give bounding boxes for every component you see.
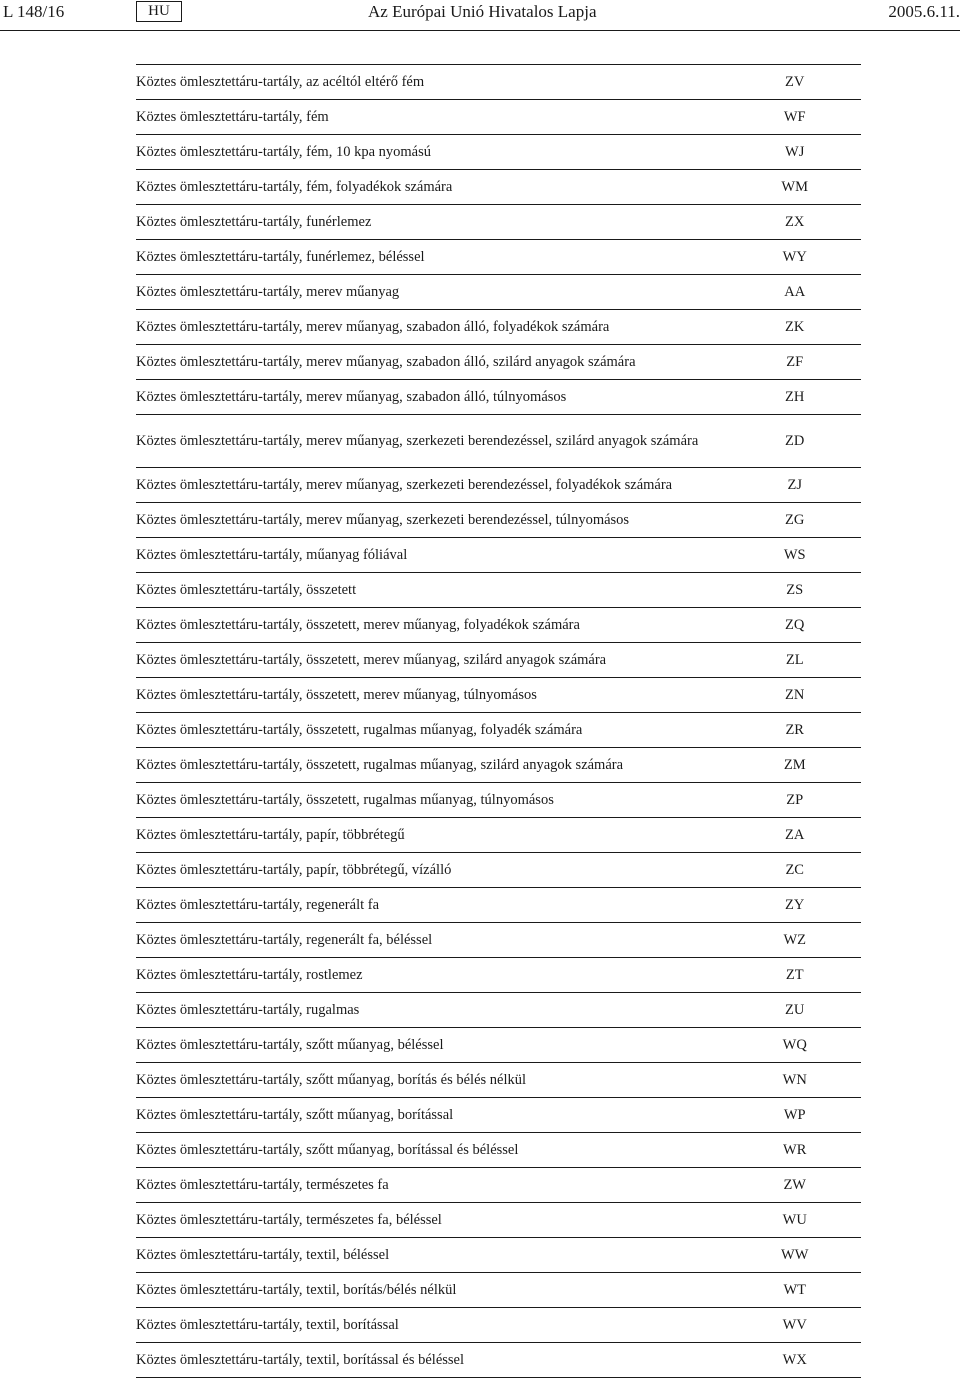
container-code: ZQ (714, 608, 861, 643)
table-row (136, 1133, 861, 1168)
container-description: Köztes ömlesztettáru-tartály, rostlemez (136, 958, 714, 993)
table-row (136, 818, 861, 853)
container-description: Köztes ömlesztettáru-tartály, szőtt műanyag, béléssel (136, 1028, 714, 1063)
container-description: Köztes ömlesztettáru-tartály, merev műanyag, szerkezeti berendezéssel, túlnyomásos (136, 503, 714, 538)
container-code: WM (714, 170, 861, 205)
container-description: Köztes ömlesztettáru-tartály, szőtt műanyag, borítással és béléssel (136, 1133, 714, 1168)
table-row (136, 65, 861, 100)
container-description: Köztes ömlesztettáru-tartály, merev műanyag, szabadon álló, túlnyomásos (136, 380, 714, 415)
container-code: ZJ (714, 468, 861, 503)
table-row (136, 380, 861, 415)
container-code: ZC (714, 853, 861, 888)
table-row (136, 205, 861, 240)
table-row (136, 468, 861, 503)
page-reference: L 148/16 (3, 2, 65, 21)
page-header (0, 0, 960, 32)
table-row (136, 310, 861, 345)
table-row (136, 888, 861, 923)
container-code: AA (714, 275, 861, 310)
container-code: WN (714, 1063, 861, 1098)
container-description: Köztes ömlesztettáru-tartály, összetett, merev műanyag, szilárd anyagok számára (136, 643, 714, 678)
container-description: Köztes ömlesztettáru-tartály, textil, béléssel (136, 1238, 714, 1273)
container-description: Köztes ömlesztettáru-tartály, összetett, merev műanyag, túlnyomásos (136, 678, 714, 713)
container-description: Köztes ömlesztettáru-tartály, természetes fa, béléssel (136, 1203, 714, 1238)
container-code: ZX (714, 205, 861, 240)
container-description: Köztes ömlesztettáru-tartály, regenerált fa, béléssel (136, 923, 714, 958)
container-description: Köztes ömlesztettáru-tartály, fém, folyadékok számára (136, 170, 714, 205)
container-description: Köztes ömlesztettáru-tartály, merev műanyag (136, 275, 714, 310)
container-code: ZT (714, 958, 861, 993)
table-row (136, 1028, 861, 1063)
container-description: Köztes ömlesztettáru-tartály, összetett, merev műanyag, folyadékok számára (136, 608, 714, 643)
container-code: ZP (714, 783, 861, 818)
container-description: Köztes ömlesztettáru-tartály, textil, borítás/bélés nélkül (136, 1273, 714, 1308)
container-code: WQ (714, 1028, 861, 1063)
publication-date: 2005.6.11. (888, 2, 960, 21)
table-row (136, 1203, 861, 1238)
container-description: Köztes ömlesztettáru-tartály, merev műanyag, szabadon álló, szilárd anyagok számára (136, 345, 714, 380)
table-row (136, 853, 861, 888)
header-divider (0, 30, 960, 31)
table-row (136, 958, 861, 993)
container-code: WT (714, 1273, 861, 1308)
table-row (136, 275, 861, 310)
container-code: ZY (714, 888, 861, 923)
container-description: Köztes ömlesztettáru-tartály, merev műanyag, szabadon álló, folyadékok számára (136, 310, 714, 345)
table-row (136, 538, 861, 573)
container-description: Köztes ömlesztettáru-tartály, papír, többrétegű (136, 818, 714, 853)
language-badge: HU (136, 1, 182, 22)
container-code: WJ (714, 135, 861, 170)
container-description: Köztes ömlesztettáru-tartály, az acéltól eltérő fém (136, 65, 714, 100)
code-table-body (136, 65, 861, 1378)
container-description: Köztes ömlesztettáru-tartály, összetett, rugalmas műanyag, folyadék számára (136, 713, 714, 748)
container-code: WV (714, 1308, 861, 1343)
container-description: Köztes ömlesztettáru-tartály, szőtt műanyag, borítással (136, 1098, 714, 1133)
container-description: Köztes ömlesztettáru-tartály, rugalmas (136, 993, 714, 1028)
container-description: Köztes ömlesztettáru-tartály, merev műanyag, szerkezeti berendezéssel, folyadékok számára (136, 468, 714, 503)
container-code: WZ (714, 923, 861, 958)
table-row (136, 1343, 861, 1378)
table-row (136, 713, 861, 748)
table-row (136, 923, 861, 958)
table-row (136, 1238, 861, 1273)
container-description: Köztes ömlesztettáru-tartály, természetes fa (136, 1168, 714, 1203)
container-code: ZG (714, 503, 861, 538)
container-code: WS (714, 538, 861, 573)
table-row (136, 503, 861, 538)
container-code-table (136, 64, 861, 1378)
container-code: WR (714, 1133, 861, 1168)
container-description: Köztes ömlesztettáru-tartály, funérlemez (136, 205, 714, 240)
table-row (136, 100, 861, 135)
container-description: Köztes ömlesztettáru-tartály, fém (136, 100, 714, 135)
table-row (136, 678, 861, 713)
container-description: Köztes ömlesztettáru-tartály, összetett, rugalmas műanyag, túlnyomásos (136, 783, 714, 818)
container-code: WX (714, 1343, 861, 1378)
table-row (136, 1308, 861, 1343)
table-row (136, 345, 861, 380)
container-code: ZV (714, 65, 861, 100)
table-row (136, 1168, 861, 1203)
container-code: WP (714, 1098, 861, 1133)
container-code: ZA (714, 818, 861, 853)
container-code: ZM (714, 748, 861, 783)
container-description: Köztes ömlesztettáru-tartály, funérlemez, béléssel (136, 240, 714, 275)
container-code: ZW (714, 1168, 861, 1203)
container-description: Köztes ömlesztettáru-tartály, szőtt műanyag, borítás és bélés nélkül (136, 1063, 714, 1098)
table-row (136, 643, 861, 678)
journal-title: Az Európai Unió Hivatalos Lapja (368, 2, 597, 21)
table-row (136, 170, 861, 205)
container-description: Köztes ömlesztettáru-tartály, műanyag fóliával (136, 538, 714, 573)
table-row (136, 1098, 861, 1133)
table-row (136, 1273, 861, 1308)
container-description: Köztes ömlesztettáru-tartály, textil, borítással és béléssel (136, 1343, 714, 1378)
table-row (136, 993, 861, 1028)
container-code: ZK (714, 310, 861, 345)
container-description: Köztes ömlesztettáru-tartály, papír, többrétegű, vízálló (136, 853, 714, 888)
table-row (136, 748, 861, 783)
container-code: ZH (714, 380, 861, 415)
table-row (136, 1063, 861, 1098)
container-code: ZF (714, 345, 861, 380)
container-description: Köztes ömlesztettáru-tartály, összetett, rugalmas műanyag, szilárd anyagok számára (136, 748, 714, 783)
table-row (136, 783, 861, 818)
container-code: ZU (714, 993, 861, 1028)
container-description: Köztes ömlesztettáru-tartály, fém, 10 kpa nyomású (136, 135, 714, 170)
container-code: WU (714, 1203, 861, 1238)
table-row (136, 573, 861, 608)
container-code: ZL (714, 643, 861, 678)
container-description: Köztes ömlesztettáru-tartály, textil, borítással (136, 1308, 714, 1343)
table-row (136, 240, 861, 275)
table-row (136, 135, 861, 170)
table-row (136, 415, 861, 468)
container-code: ZD (714, 415, 861, 468)
container-description: Köztes ömlesztettáru-tartály, regenerált fa (136, 888, 714, 923)
container-code: ZN (714, 678, 861, 713)
container-description: Köztes ömlesztettáru-tartály, összetett (136, 573, 714, 608)
container-code: ZS (714, 573, 861, 608)
container-code: WW (714, 1238, 861, 1273)
container-description: Köztes ömlesztettáru-tartály, merev műanyag, szerkezeti berendezéssel, szilárd anyagok számára (136, 415, 714, 468)
container-code: WY (714, 240, 861, 275)
table-row (136, 608, 861, 643)
container-code: ZR (714, 713, 861, 748)
container-code: WF (714, 100, 861, 135)
